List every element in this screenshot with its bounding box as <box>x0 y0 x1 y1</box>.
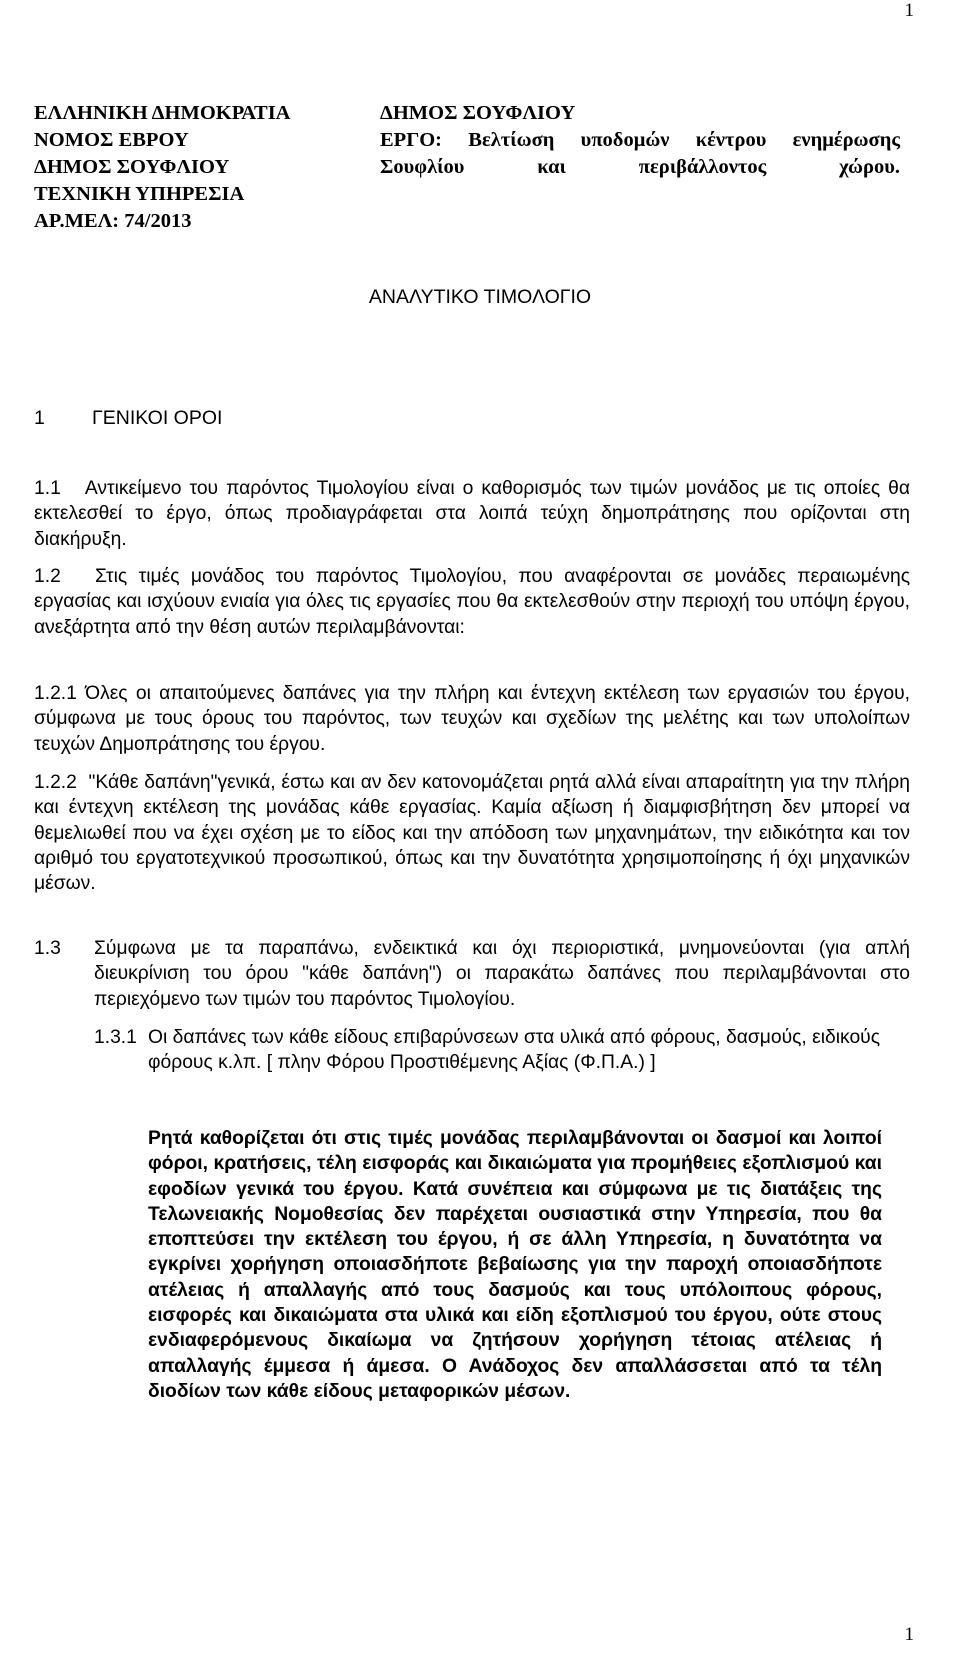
paragraph-text: Στις τιμές μονάδος του παρόντος Τιμολογίου, που αναφέρονται σε μονάδες περαιωμένης εργασίας και ισχύουν ενιαία για όλες τις εργασίες που θα εκτελεσθούν στην περιοχή του υπόψη έργου, ανεξάρτητα από την θέση αυτών περιλαμβάνονται: <box>34 566 910 638</box>
emphasis-note: Ρητά καθορίζεται ότι στις τιμές μονάδας περιλαμβάνονται οι δασμοί και λοιποί φόροι, κρατήσεις, τέλη εισφοράς και δικαιώματα για προμήθειες εξοπλισμού και εφοδίων γενικά του έργου. Κατά συνέπεια και σύμφωνα με τις διατάξεις της Τελωνειακής Νομοθεσίας δεν παρέχεται ουσιαστικά στην Υπηρεσία, που θα εποπτεύσει την εκτέλεση του έργου, ή σε άλλη Υπηρεσία, η δυνατότητα να εγκρίνει χορήγηση οποιασδήποτε βεβαίωσης για την παροχή οποιασδήποτε ατέλειας ή απαλλαγής από τους δασμούς και τους υπόλοιπους φόρους, εισφορές και δικαιώματα στα υλικά και είδη εξοπλισμού του έργου, ούτε στους ενδιαφερόμενους δικαίωμα να ζητήσουν χορήγηση τέτοιας ατέλειας ή απαλλαγής έμμεσα ή άμεσα. Ο Ανάδοχος δεν απαλλάσσεται από τα τέλη διοδίων των κάθε είδους μεταφορικών μέσων. <box>148 1128 882 1402</box>
section-number: 1 <box>34 407 45 429</box>
paragraph-1-2-2 <box>34 770 910 896</box>
paragraph-1-1 <box>34 476 910 552</box>
paragraph-1-3: Σύμφωνα με τα παραπάνω, ενδεικτικά και όχι περιοριστικά, μνημονεύονται (για απλή διευκρίνιση του όρου "κάθε δαπάνη") οι παρακάτω δαπάνες που περιλαμβάνονται στο περιεχόμενο των τιμών του παρόντος Τιμολογίου. <box>94 938 910 1010</box>
paragraph-number: 1.3 <box>34 938 61 959</box>
issuer-line: ΔΗΜΟΣ ΣΟΥΦΛΙΟΥ <box>34 156 230 178</box>
issuer-line: ΝΟΜΟΣ ΕΒΡΟΥ <box>34 129 189 151</box>
project-block <box>380 100 900 235</box>
section-heading <box>34 407 222 430</box>
paragraph-text: Αντικείμενο του παρόντος Τιμολογίου είναι ο καθορισμός των τιμών μονάδος με τις οποίες θα εκτελεσθεί το έργο, όπως προδιαγράφεται στα λοιπά τεύχη δημοπράτησης που ορίζονται στη διακήρυξη. <box>34 478 910 550</box>
page-number-top: 1 <box>904 0 914 21</box>
paragraph-1-3-1: Οι δαπάνες των κάθε είδους επιβαρύνσεων στα υλικά από φόρους, δασμούς, ειδικούς φόρους κ.λπ. [ πλην Φόρου Προστιθέμενης Αξίας (Φ.Π.Α.) ] <box>148 1027 880 1074</box>
project-title-line: Σουφλίου και περιβάλλοντος χώρου. <box>380 156 900 178</box>
paragraph-number: 1.2.2 <box>34 772 77 793</box>
project-municipality: ΔΗΜΟΣ ΣΟΥΦΛΙΟΥ <box>380 102 576 124</box>
project-title-line: ΕΡΓΟ: Βελτίωση υποδομών κέντρου ενημέρωσης <box>380 129 900 151</box>
section-label: ΓΕΝΙΚΟΙ ΟΡΟΙ <box>92 407 223 429</box>
paragraph-1-2-1 <box>34 681 910 757</box>
issuer-line: ΤΕΧΝΙΚΗ ΥΠΗΡΕΣΙΑ <box>34 183 245 205</box>
issuer-line: ΕΛΛΗΝΙΚΗ ΔΗΜΟΚΡΑΤΙΑ <box>34 102 291 124</box>
paragraph-1-2 <box>34 564 910 640</box>
paragraph-number: 1.2 <box>34 566 61 587</box>
paragraph-text: Όλες οι απαιτούμενες δαπάνες για την πλήρη και έντεχνη εκτέλεση των εργασιών του έργου, σύμφωνα με τους όρους του παρόντος, των τευχών και σχεδίων της μελέτης και των υπολοίπων τευχών Δημοπράτησης του έργου. <box>34 683 910 755</box>
paragraph-number: 1.1 <box>34 478 61 499</box>
document-header <box>34 100 914 235</box>
page-number-bottom: 1 <box>904 1624 914 1645</box>
issuer-line: ΑΡ.ΜΕΛ: 74/2013 <box>34 210 192 232</box>
paragraph-number: 1.2.1 <box>34 683 77 704</box>
document-title: ΑΝΑΛΥΤΙΚΟ ΤΙΜΟΛΟΓΙΟ <box>368 286 592 308</box>
issuer-block <box>34 100 380 235</box>
paragraph-text: "Κάθε δαπάνη"γενικά, έστω και αν δεν κατονομάζεται ρητά αλλά είναι απαραίτητη για την πλήρη και έντεχνη εκτέλεση της μονάδας κάθε εργασίας. Καμία αξίωση ή διαμφισβήτηση δεν μπορεί να θεμελιωθεί που να έχει σχέση με το είδος και την απόδοση των μηχανημάτων, την ειδικότητα και τον αριθμό του εργατοτεχνικού προσωπικού, όπως και την δυνατότητα χρησιμοποίησης ή όχι μηχανικών μέσων. <box>34 772 911 895</box>
paragraph-number: 1.3.1 <box>94 1027 137 1048</box>
